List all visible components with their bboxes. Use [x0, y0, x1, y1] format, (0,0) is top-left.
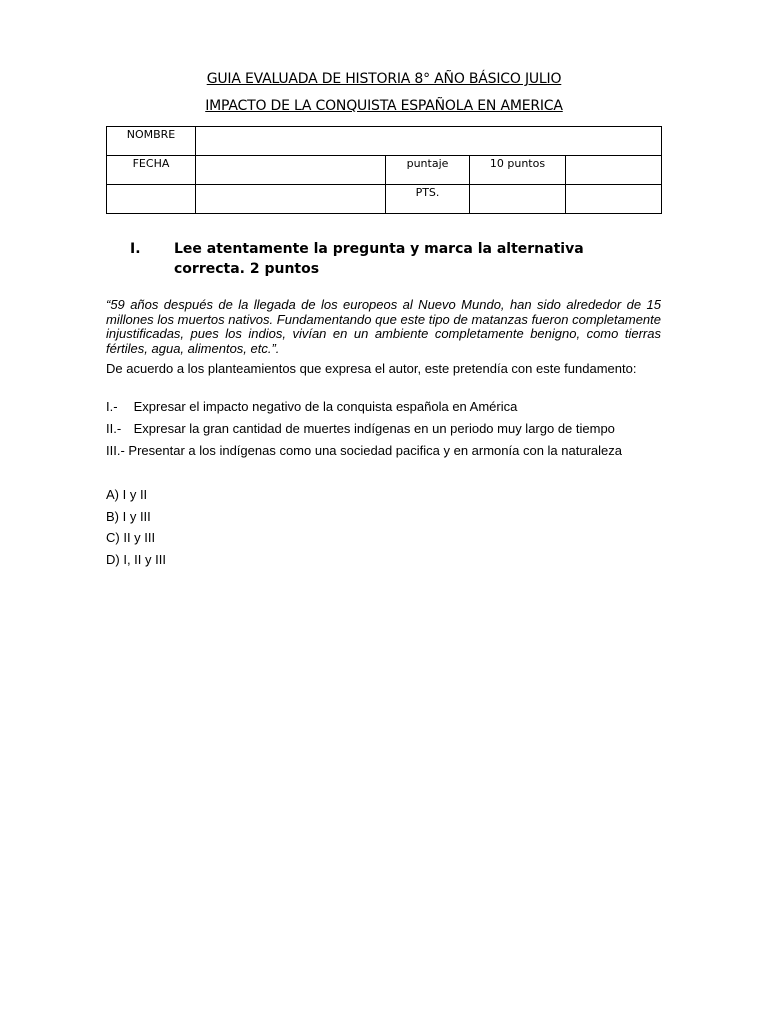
answer-option-c[interactable]: C) II y III [106, 530, 156, 545]
statement-item [106, 443, 666, 458]
section-instruction: Lee atentamente la pregunta y marca la alternativa correcta. 2 puntos [174, 241, 584, 277]
statement-item [106, 399, 666, 414]
table-row-fecha [107, 156, 662, 185]
statement-marker: III.- [106, 443, 125, 458]
answer-option-a[interactable]: A) I y II [106, 487, 148, 502]
fecha-field[interactable] [196, 156, 386, 185]
question-text: De acuerdo a los planteamientos que expresa el autor, este pretendía con este fundamento: [106, 361, 637, 376]
statement-marker: I.- [106, 399, 118, 414]
section-number: I. [130, 241, 141, 257]
author-quote: “59 años después de la llegada de los europeos al Nuevo Mundo, han sido alrededor de 15 millones los muertos nativos. Fundamentando que este tipo de matanzas fueron completamente injustificadas, pues los indios, vivían en un ambiente completamente benigno, como tierras fértiles, agua, alimentos, etc.”. [106, 297, 661, 356]
statement-text: Expresar el impacto negativo de la conquista española en América [133, 399, 518, 414]
document-title: GUIA EVALUADA DE HISTORIA 8° AÑO BÁSICO JULIO [206, 71, 562, 87]
answer-option-d[interactable]: D) I, II y III [106, 552, 166, 567]
puntaje-field[interactable] [566, 156, 662, 185]
statement-text: Expresar la gran cantidad de muertes indígenas en un periodo muy largo de tiempo [133, 421, 615, 436]
puntaje-value: 10 puntos [470, 156, 566, 185]
statement-marker: II.- [106, 421, 122, 436]
puntaje-label: puntaje [386, 156, 470, 185]
pts-label: PTS. [386, 185, 470, 214]
nombre-field[interactable] [196, 127, 662, 156]
statement-item [106, 421, 666, 436]
table-row-nombre [107, 127, 662, 156]
answer-option-b[interactable]: B) I y III [106, 509, 151, 524]
document-subtitle: IMPACTO DE LA CONQUISTA ESPAÑOLA EN AMERICA [205, 98, 563, 114]
statement-text: Presentar a los indígenas como una sociedad pacifica y en armonía con la naturaleza [128, 443, 622, 458]
empty-cell [107, 185, 196, 214]
pts-field[interactable] [470, 185, 566, 214]
empty-cell [196, 185, 386, 214]
nombre-label: NOMBRE [107, 127, 196, 156]
fecha-label: FECHA [107, 156, 196, 185]
table-row-pts [107, 185, 662, 214]
empty-cell [566, 185, 662, 214]
student-info-table [106, 126, 662, 214]
